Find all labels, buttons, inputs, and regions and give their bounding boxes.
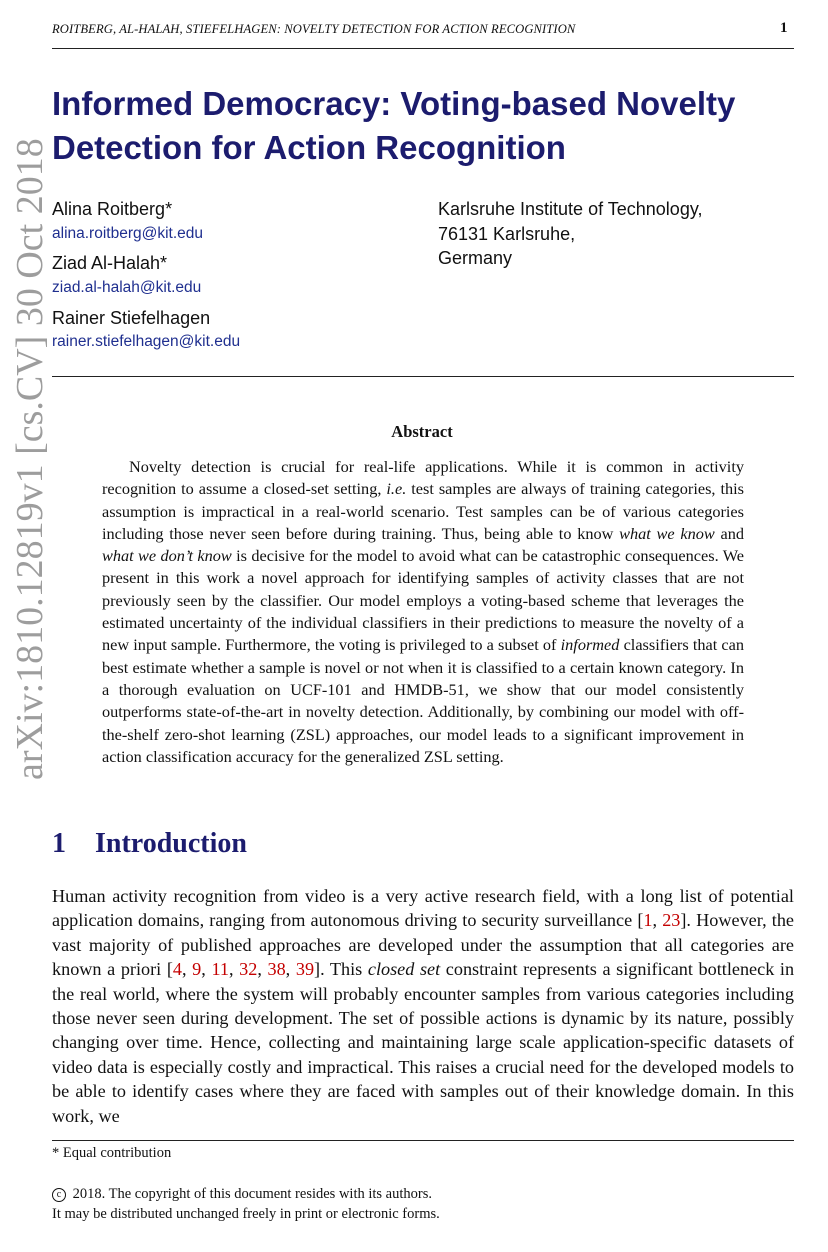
affiliation-line-1: Karlsruhe Institute of Technology, (438, 199, 703, 219)
arxiv-stamp: arXiv:1810.12819v1 [cs.CV] 30 Oct 2018 (9, 138, 51, 780)
citation-link[interactable]: 32 (239, 959, 258, 980)
section-title: Introduction (95, 828, 247, 859)
abstract-body (102, 456, 744, 768)
abstract-italic: i.e. (386, 479, 407, 499)
abstract-text: test samples are always of training categories, this assumption is impractical in a real-world scenario. Test samples can be of various categories including those never seen before during training. Thus, being able to know (102, 479, 744, 543)
intro-text: , (257, 959, 268, 980)
citation-link[interactable]: 11 (211, 959, 229, 980)
author-name-2: Ziad Al-Halah* (52, 253, 168, 273)
affiliation-line-2: 76131 Karlsruhe, (438, 223, 576, 244)
author-name-3: Rainer Stiefelhagen (52, 308, 211, 328)
citation-link[interactable]: 9 (192, 959, 202, 980)
intro-text: , (201, 959, 212, 980)
abstract-text: and (714, 523, 744, 543)
intro-italic: closed set (367, 959, 441, 980)
author-email-2[interactable]: ziad.al-halah@kit.edu (52, 279, 202, 296)
copyright-line-1: 2018. The copyright of this document resides with its authors. (69, 1186, 432, 1202)
intro-body (52, 884, 794, 1128)
citation-link[interactable]: 38 (267, 959, 286, 980)
intro-text: , (228, 959, 240, 980)
intro-text: , (652, 910, 663, 931)
affiliation-line-3: Germany (438, 248, 513, 268)
footnote: * Equal contribution (52, 1145, 172, 1161)
citation-link[interactable]: 4 (172, 959, 182, 980)
author-name-1: Alina Roitberg* (52, 199, 173, 219)
abstract-text: is decisive for the model to avoid what can be catastrophic consequences. We present in this work a novel approach for identifying samples of activity classes that are not previously seen by the classifier. Our model employs a voting-based scheme that leverages the estimated uncertainty of the individual classifiers in their predictions to measure the novelty of a new input sample. Furthermore, the voting is privileged to a subset of (102, 546, 744, 655)
intro-text: constraint represents a significant bottleneck in the real world, where the system will probably encounter samples from various categories including those never seen during development. The set of possible actions is dynamic by its nature, possibly changing over time. Hence, collecting and maintaining large scale application-specific datasets of video data is especially costly and impractical. This raises a crucial need for the developed models to be able to identify cases where they are faced with samples out of their knowledge domain. In this work, we (52, 959, 795, 1126)
header-rule (52, 48, 794, 49)
citation-link[interactable]: 1 (643, 910, 653, 931)
abstract-heading: Abstract (391, 422, 453, 441)
title-line-2: Detection for Action Recognition (52, 129, 566, 166)
author-email-3[interactable]: rainer.stiefelhagen@kit.edu (52, 333, 241, 350)
abstract-italic: what we don’t know (102, 546, 232, 566)
citation-link[interactable]: 23 (662, 910, 681, 931)
citation-link[interactable]: 39 (295, 959, 315, 980)
running-head: ROITBERG, AL-HALAH, STIEFELHAGEN: NOVELTY DETECTION FOR ACTION RECOGNITION (52, 22, 576, 36)
copyright-icon: c (52, 1188, 66, 1202)
abstract-text: classifiers that can best estimate whether a sample is novel or not when it is classified to a certain known category. In a thorough evaluation on UCF-101 and HMDB-51, we show that our model consistently outperforms state-of-the-art in novelty detection. Additionally, by combining our model with off-the-shelf zero-shot learning (ZSL) approaches, our model leads to a significant improvement in action classification accuracy for the generalized ZSL setting. (102, 635, 744, 766)
affiliation (438, 197, 703, 271)
copyright-notice (52, 1184, 440, 1224)
section-number: 1 (52, 828, 66, 859)
abstract-text: Novelty detection is crucial for real-life applications. While it is common in activity recognition to assume a closed-set setting, (102, 457, 744, 499)
intro-text: , (182, 959, 193, 980)
paper-title (52, 82, 794, 170)
footnote-rule (52, 1140, 794, 1141)
copyright-line-2: It may be distributed unchanged freely in print or electronic forms. (52, 1206, 440, 1222)
section-heading (52, 828, 247, 860)
intro-text: ]. However, the vast majority of published approaches are developed under the assumption that all categories are known a priori [ (52, 910, 794, 980)
author-rule (52, 376, 794, 377)
author-email-1[interactable]: alina.roitberg@kit.edu (52, 225, 204, 242)
intro-text: Human activity recognition from video is a very active research field, with a long list of potential application domains, ranging from autonomous driving to security surveillance [ (52, 886, 794, 931)
abstract-italic: informed (560, 635, 620, 655)
intro-text: ]. This (314, 959, 368, 980)
page-number: 1 (780, 20, 788, 36)
intro-text: , (285, 959, 296, 980)
abstract-italic: what we know (619, 523, 715, 543)
title-line-1: Informed Democracy: Voting-based Novelty (52, 85, 736, 122)
